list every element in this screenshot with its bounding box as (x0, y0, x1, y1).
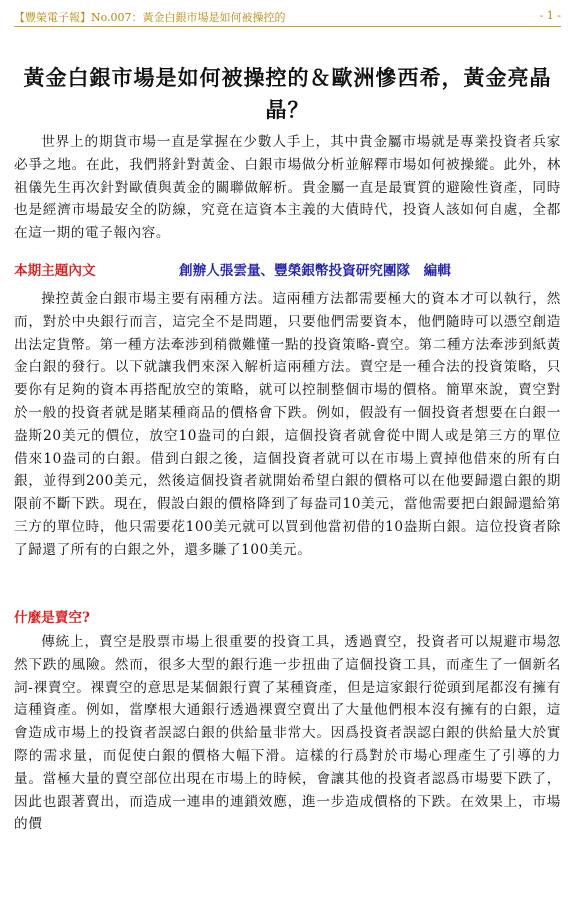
page-number: - 1 - (539, 9, 561, 22)
paragraph-manipulation-methods: 操控黃金白銀市場主要有兩種方法。這兩種方法都需要極大的資本才可以執行，然而，對於中央銀行而言，這完全不是問題，只要他們需要資本，他們隨時可以憑空創造出法定貨幣。第一種方法牽涉到稍微難懂一點的投資策略-賣空。第二種方法牽涉到紙黃金白銀的發行。以下就讓我們來深入解析這兩種方法。賣空是一種合法的投資策略，只要你有足夠的資本再搭配放空的策略，就可以控制整個市場的價格。簡單來說，賣空對於一般的投資者就是賭某種商品的價格會下跌。例如，假設有一個投資者想要在白銀一盎斯20美元的價位，放空10盎司的白銀，這個投資者就會從中間人或是第三方的單位借來10盎司的白銀。借到白銀之後，這個投資者就可以在市場上賣掉他借來的所有白銀，並得到200美元，然後這個投資者就開始希望白銀的價格可以在他要歸還白銀的期限前不斷下跌。現在，假設白銀的價格降到了每盎司10美元，當他需要把白銀歸還給第三方的單位時，他只需要花100美元就可以買到他當初借的10盎斯白銀。這位投資者除了歸還了所有的白銀之外，還多賺了100美元。 (14, 291, 561, 558)
issue-topic-label: 本期主題內文 (14, 263, 96, 279)
article-title: 黃金白銀市場是如何被操控的＆歐洲慘西希，黃金亮晶晶？ (23, 65, 552, 122)
paragraph-short-selling: 傳統上，賣空是股票市場上很重要的投資工具，透過賣空，投資者可以規避市場忽然下跌的風險。然而，很多大型的銀行進一步扭曲了這個投資工具，而產生了一個新名詞-裸賣空。裸賣空的意思是某個銀行賣了某種資產，但是這家銀行從頭到尾都沒有擁有這種資產。例如，當摩根大通銀行透過裸賣空賣出了大量他們根本沒有擁有的白銀，這會造成市場上的投資者誤認白銀的供給量非常大。因爲投資者誤認白銀的供給量大於實際的需求量，而促使白銀的價格大幅下滑。這樣的行爲對於市場心理產生了引導的力量。當極大量的賣空部位出現在市場上的時候，會讓其他的投資者認爲市場要下跌了，因此也跟著賣出，而造成一連串的連鎖效應，進一步造成價格的下跌。在效果上，市場的價 (14, 634, 561, 833)
section-heading-short-selling: 什麼是賣空? (14, 610, 90, 626)
short-selling-block (14, 631, 561, 836)
intro-paragraph: 世界上的期貨市場一直是掌握在少數人手上，其中貴金屬市場就是專業投資者兵家必爭之地。在此，我們將針對黃金、白銀市場做分析並解釋市場如何被操縱。此外，林祖儀先生再次針對歐債與黃金的關聯做解析。貴金屬一直是最實質的避險性資產，同時也是經濟市場最安全的防線，究竟在這資本主義的大債時代，投資人該如何自處，全都在這一期的電子報內容。 (14, 134, 561, 242)
intro-block (14, 131, 561, 245)
header-newsletter-title: 【豐榮電子報】No.007：黃金白銀市場是如何被操控的 (14, 11, 286, 24)
main-block (14, 288, 561, 562)
editors-credit: 創辦人張雲量、豐榮銀幣投資研究團隊 編輯 (179, 263, 451, 279)
page-header (14, 8, 561, 27)
